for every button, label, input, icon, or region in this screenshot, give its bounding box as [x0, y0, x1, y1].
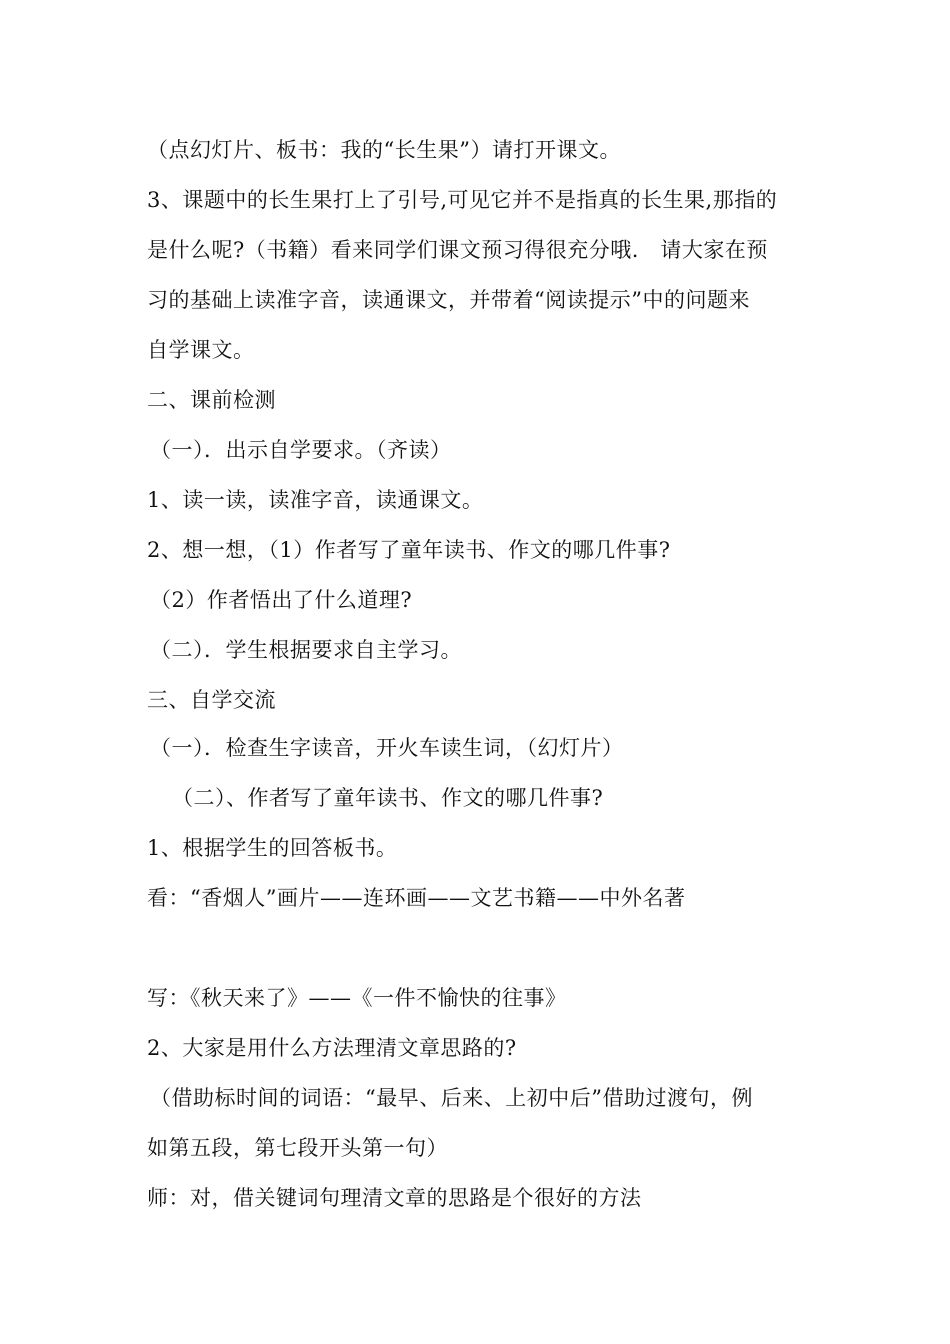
- text-line: 习的基础上读准字音，读通课文，并带着“阅读提示”中的问题来: [147, 288, 750, 312]
- text-line: 1、根据学生的回答板书。: [147, 836, 398, 860]
- text-line: 3、课题中的长生果打上了引号,可见它并不是指真的长生果,那指的: [147, 188, 778, 212]
- section-heading: 三、自学交流: [147, 688, 276, 712]
- text-line: 1、读一读，读准字音，读通课文。: [147, 488, 484, 512]
- text-line: （2）作者悟出了什么道理?: [150, 588, 413, 612]
- text-line: 师：对，借关键词句理清文章的思路是个很好的方法: [147, 1186, 642, 1210]
- text-line: （一）．出示自学要求。（齐读）: [150, 438, 452, 462]
- text-line: 自学课文。: [147, 338, 255, 362]
- text-line: （借助标时间的词语：“最早、后来、上初中后”借助过渡句，例: [150, 1086, 753, 1110]
- text-line: 看：“香烟人”画片——连环画——文艺书籍——中外名著: [147, 886, 686, 910]
- text-line: 写：《秋天来了》——《一件不愉快的往事》: [147, 986, 567, 1010]
- text-line: （二）、作者写了童年读书、作文的哪几件事?: [172, 786, 604, 810]
- text-line: 2、大家是用什么方法理清文章思路的?: [147, 1036, 517, 1060]
- text-line: （二）．学生根据要求自主学习。: [150, 638, 462, 662]
- text-line: 2、想一想，（1）作者写了童年读书、作文的哪几件事?: [147, 538, 671, 562]
- section-heading: 二、课前检测: [147, 388, 276, 412]
- text-line: 是什么呢?（书籍）看来同学们课文预习得很充分哦. 请大家在预: [147, 238, 768, 262]
- text-line: 如第五段，第七段开头第一句）: [147, 1136, 448, 1160]
- text-line: （点幻灯片、板书：我的“长生果”）请打开课文。: [147, 138, 621, 162]
- text-line: （一）．检查生字读音，开火车读生词，（幻灯片）: [150, 736, 624, 760]
